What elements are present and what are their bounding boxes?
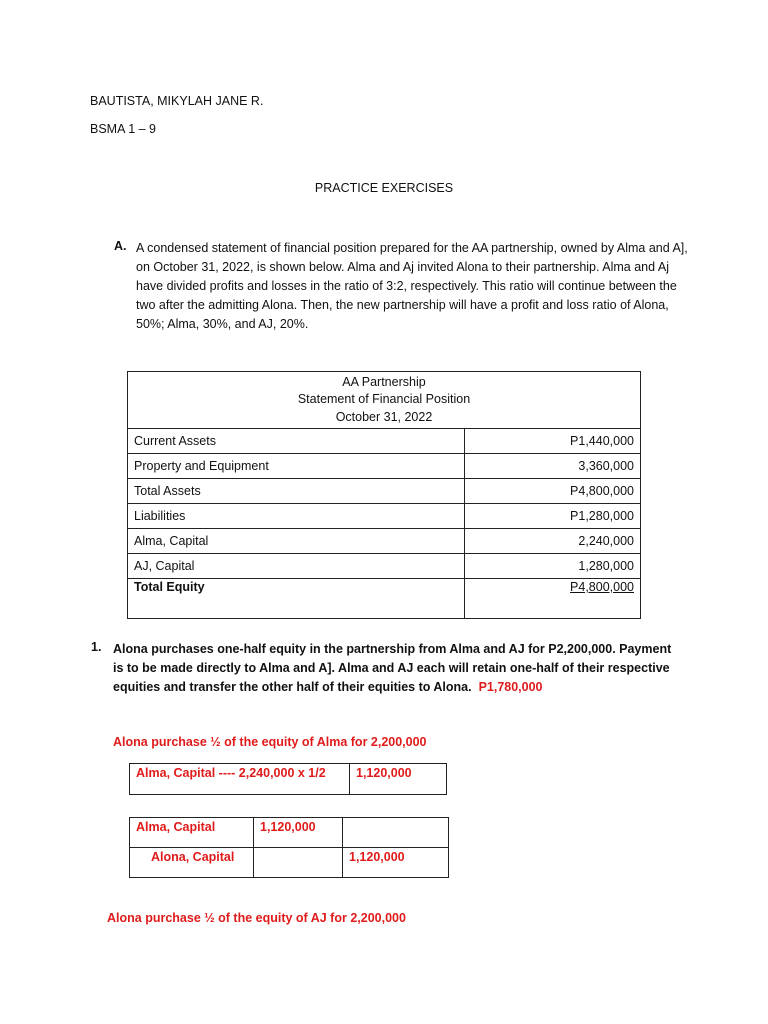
row-amount: P4,800,000 <box>465 479 641 504</box>
item-a-letter: A. <box>114 239 127 253</box>
question-1-text <box>113 640 683 697</box>
calc-value: 1,120,000 <box>350 764 447 795</box>
section-label: BSMA 1 – 9 <box>90 122 157 136</box>
table-row <box>128 479 641 504</box>
table-row <box>128 504 641 529</box>
credit-amount-empty <box>343 818 449 848</box>
table-row <box>130 764 447 795</box>
statement-date: October 31, 2022 <box>335 409 433 424</box>
calc-label: Alma, Capital ---- 2,240,000 x 1/2 <box>130 764 350 795</box>
row-label: Current Assets <box>128 429 465 454</box>
total-equity-amount: P4,800,000 <box>465 579 641 619</box>
note-aj-purchase: Alona purchase ½ of the equity of AJ for 2,200,000 <box>107 911 406 925</box>
row-label: AJ, Capital <box>128 554 465 579</box>
table-row <box>128 554 641 579</box>
credit-amount: 1,120,000 <box>343 848 449 878</box>
credit-account: Alona, Capital <box>130 848 254 878</box>
statement-header-row <box>128 372 641 429</box>
row-amount: P1,440,000 <box>465 429 641 454</box>
debit-account: Alma, Capital <box>130 818 254 848</box>
item-a-paragraph: A condensed statement of financial position prepared for the AA partnership, owned by Alma and A], on October 31, 2022, is shown below. Alma and Aj invited Alona to their partnership. Alma and Aj have divided profits and losses in the ratio of 3:2, respectively. This ratio will continue between the two after the admitting Alona. Then, the new partnership will have a profit and loss ratio of Alona, 50%; Alma, 30%, and AJ, 20%. <box>136 241 688 331</box>
table-row <box>128 429 641 454</box>
table-row <box>128 529 641 554</box>
student-name: BAUTISTA, MIKYLAH JANE R. <box>90 94 264 108</box>
row-amount: P1,280,000 <box>465 504 641 529</box>
question-1-number: 1. <box>91 640 102 654</box>
statement-of-financial-position-table <box>127 371 641 619</box>
total-equity-row <box>128 579 641 619</box>
total-equity-label: Total Equity <box>128 579 465 619</box>
journal-entry-table <box>129 817 449 878</box>
table-row <box>130 848 449 878</box>
statement-title: AA Partnership <box>342 374 426 389</box>
alma-capital-calculation-table <box>129 763 447 795</box>
debit-amount: 1,120,000 <box>254 818 343 848</box>
row-label: Alma, Capital <box>128 529 465 554</box>
statement-header <box>128 372 641 429</box>
statement-subtitle: Statement of Financial Position <box>297 392 471 407</box>
row-label: Property and Equipment <box>128 454 465 479</box>
question-1-answer: P1,780,000 <box>478 680 543 694</box>
page-title: PRACTICE EXERCISES <box>314 181 454 195</box>
debit-amount-empty <box>254 848 343 878</box>
note-alma-purchase: Alona purchase ½ of the equity of Alma for 2,200,000 <box>113 735 427 749</box>
table-row <box>128 454 641 479</box>
question-1-body: Alona purchases one-half equity in the partnership from Alma and AJ for P2,200,000. Payment is to be made directly to Alma and A]. Alma and AJ each will retain one-half of their respective equities and transfer the other half of their equities to Alona. <box>113 642 672 694</box>
table-row <box>130 818 449 848</box>
row-amount: 3,360,000 <box>465 454 641 479</box>
row-amount: 2,240,000 <box>465 529 641 554</box>
row-amount: 1,280,000 <box>465 554 641 579</box>
row-label: Liabilities <box>128 504 465 529</box>
row-label: Total Assets <box>128 479 465 504</box>
